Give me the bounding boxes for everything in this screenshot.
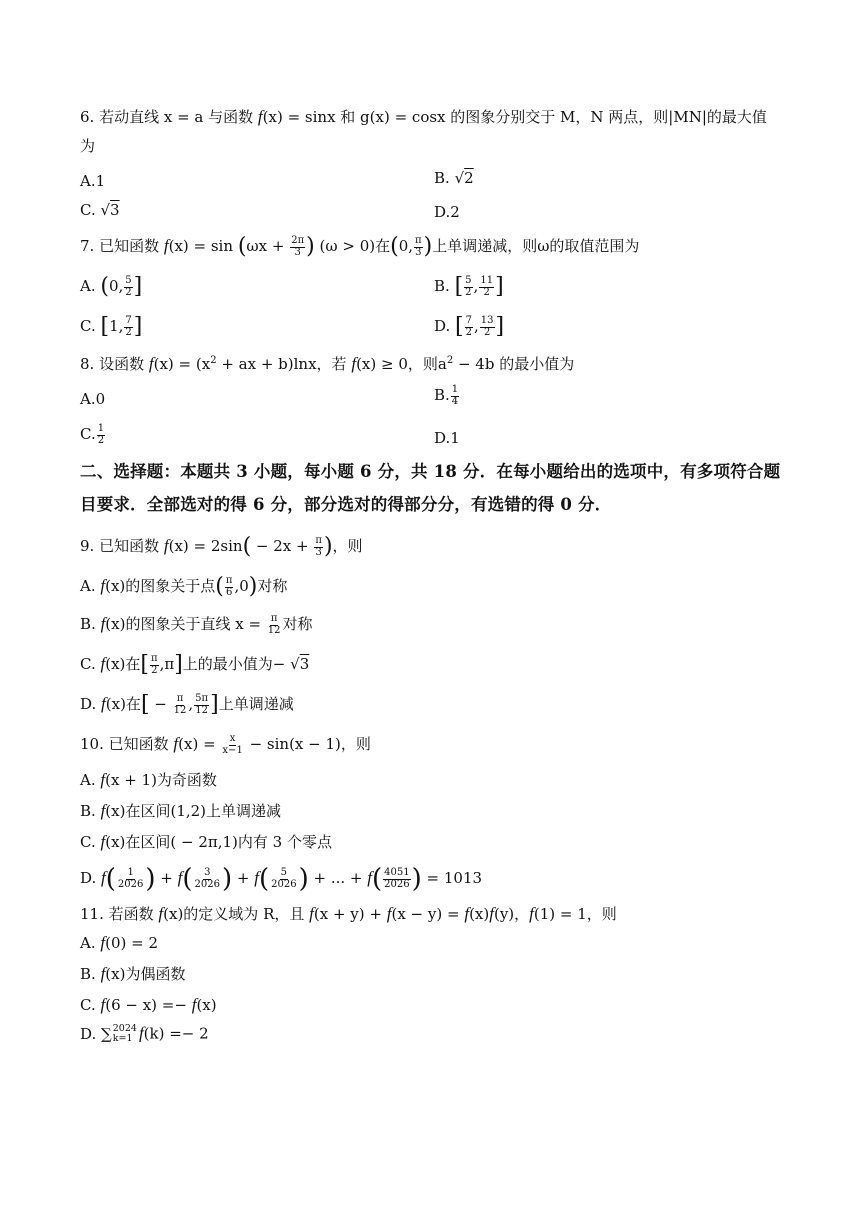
- q10-option-d: D. f( $\frac{1}{2026}$ ) + f( $\frac{3}{2026}$ ) + f( $\frac{5}{2026}$ ) + ... + f( $\frac{4051}{2026}$ ) = 1013: [80, 864, 483, 894]
- q7-option-a: A. (0, $\frac{5}{2}$ ]: [80, 274, 143, 299]
- q11-option-b: B. f(x)为偶函数: [80, 964, 186, 983]
- q6-option-a: A.1: [80, 172, 106, 190]
- q9-option-c: C. f(x)在[ $\frac{\pi}{2}$ ,π]上的最小值为− √3: [80, 652, 310, 677]
- q8-option-a: A.0: [80, 390, 106, 408]
- q8-option-b: B. $\frac{1}{4}$: [434, 384, 459, 407]
- q7-option-c: C. [1, $\frac{7}{2}$ ]: [80, 314, 143, 339]
- q7-option-d: D. [ $\frac{7}{2}$ , $\frac{13}{2}$ ]: [434, 314, 505, 339]
- q6-option-c: C. √3: [80, 201, 120, 219]
- q6-option-d: D.2: [434, 203, 460, 221]
- q10-option-b: B. f(x)在区间(1,2)上单调递减: [80, 801, 282, 820]
- q9-option-d: D. f(x)在[ − $\frac{\pi}{12}$ , $\frac{5\pi}{12}$ ]上单调递减: [80, 692, 294, 717]
- q8-stem: 8. 设函数 $f(x) = (x^2$ + ax + b)lnx，若 f(x) ≥ 0，则$a^2 - 4b$ 的最小值为: [80, 354, 575, 373]
- q8-option-d: D.1: [434, 429, 460, 447]
- q11-stem: 11. 若函数 f(x)的定义域为 R，且 f(x + y) + f(x − y) = f(x)f(y)，f(1) = 1，则: [80, 904, 617, 923]
- q10-option-a: A. f(x + 1)为奇函数: [80, 770, 217, 789]
- q11-option-d: D. ∑ 2024 k=1 f(k) =− 2: [80, 1023, 209, 1045]
- section-2-heading-line1: 二、选择题：本题共 3 小题，每小题 6 分，共 18 分．在每小题给出的选项中，有多项符合题: [80, 462, 781, 481]
- section-2-heading-line2: 目要求．全部选对的得 6 分，部分选对的得部分分，有选错的得 0 分．: [80, 495, 612, 514]
- q9-stem: 9. 已知函数 f(x) = 2sin( − 2x + $\frac{\pi}{3}$ )，则: [80, 534, 363, 559]
- q7-frac-2pi-3: $\frac{2\pi}{3}$: [291, 235, 305, 258]
- q8-option-c: C. $\frac{1}{2}$: [80, 423, 105, 446]
- q6-stem-cont: 为: [80, 137, 96, 155]
- q11-option-a: A. f(0) = 2: [80, 933, 159, 952]
- q9-option-b: B. f(x)的图象关于直线 x = $\frac{\pi}{12}$ 对称: [80, 613, 313, 636]
- q7-option-b: B. [ $\frac{5}{2}$ , $\frac{11}{2}$ ]: [434, 274, 504, 299]
- q10-stem: 10. 已知函数 f(x) = $\frac{x}{x-1}$ − sin(x − 1)，则: [80, 733, 371, 756]
- q10-option-c: C. f(x)在区间( − 2π,1)内有 3 个零点: [80, 832, 332, 851]
- q9-option-a: A. f(x)的图象关于点( $\frac{\pi}{6}$ ,0)对称: [80, 574, 288, 599]
- q7-stem: 7. 已知函数 f(x) = sin (ωx + $\frac{2\pi}{3}$ ) (ω > 0)在(0, $\frac{\pi}{3}$ )上单调递减，则ω的取值范围为: [80, 234, 640, 259]
- q11-option-c: C. f(6 − x) =− f(x): [80, 995, 217, 1014]
- q6-stem: 6. 若动直线 x = a 与函数 f(x) = sinx 和 g(x) = cosx 的图象分别交于 M，N 两点，则|MN|的最大值: [80, 107, 767, 126]
- q6-option-b: B. √2: [434, 169, 474, 187]
